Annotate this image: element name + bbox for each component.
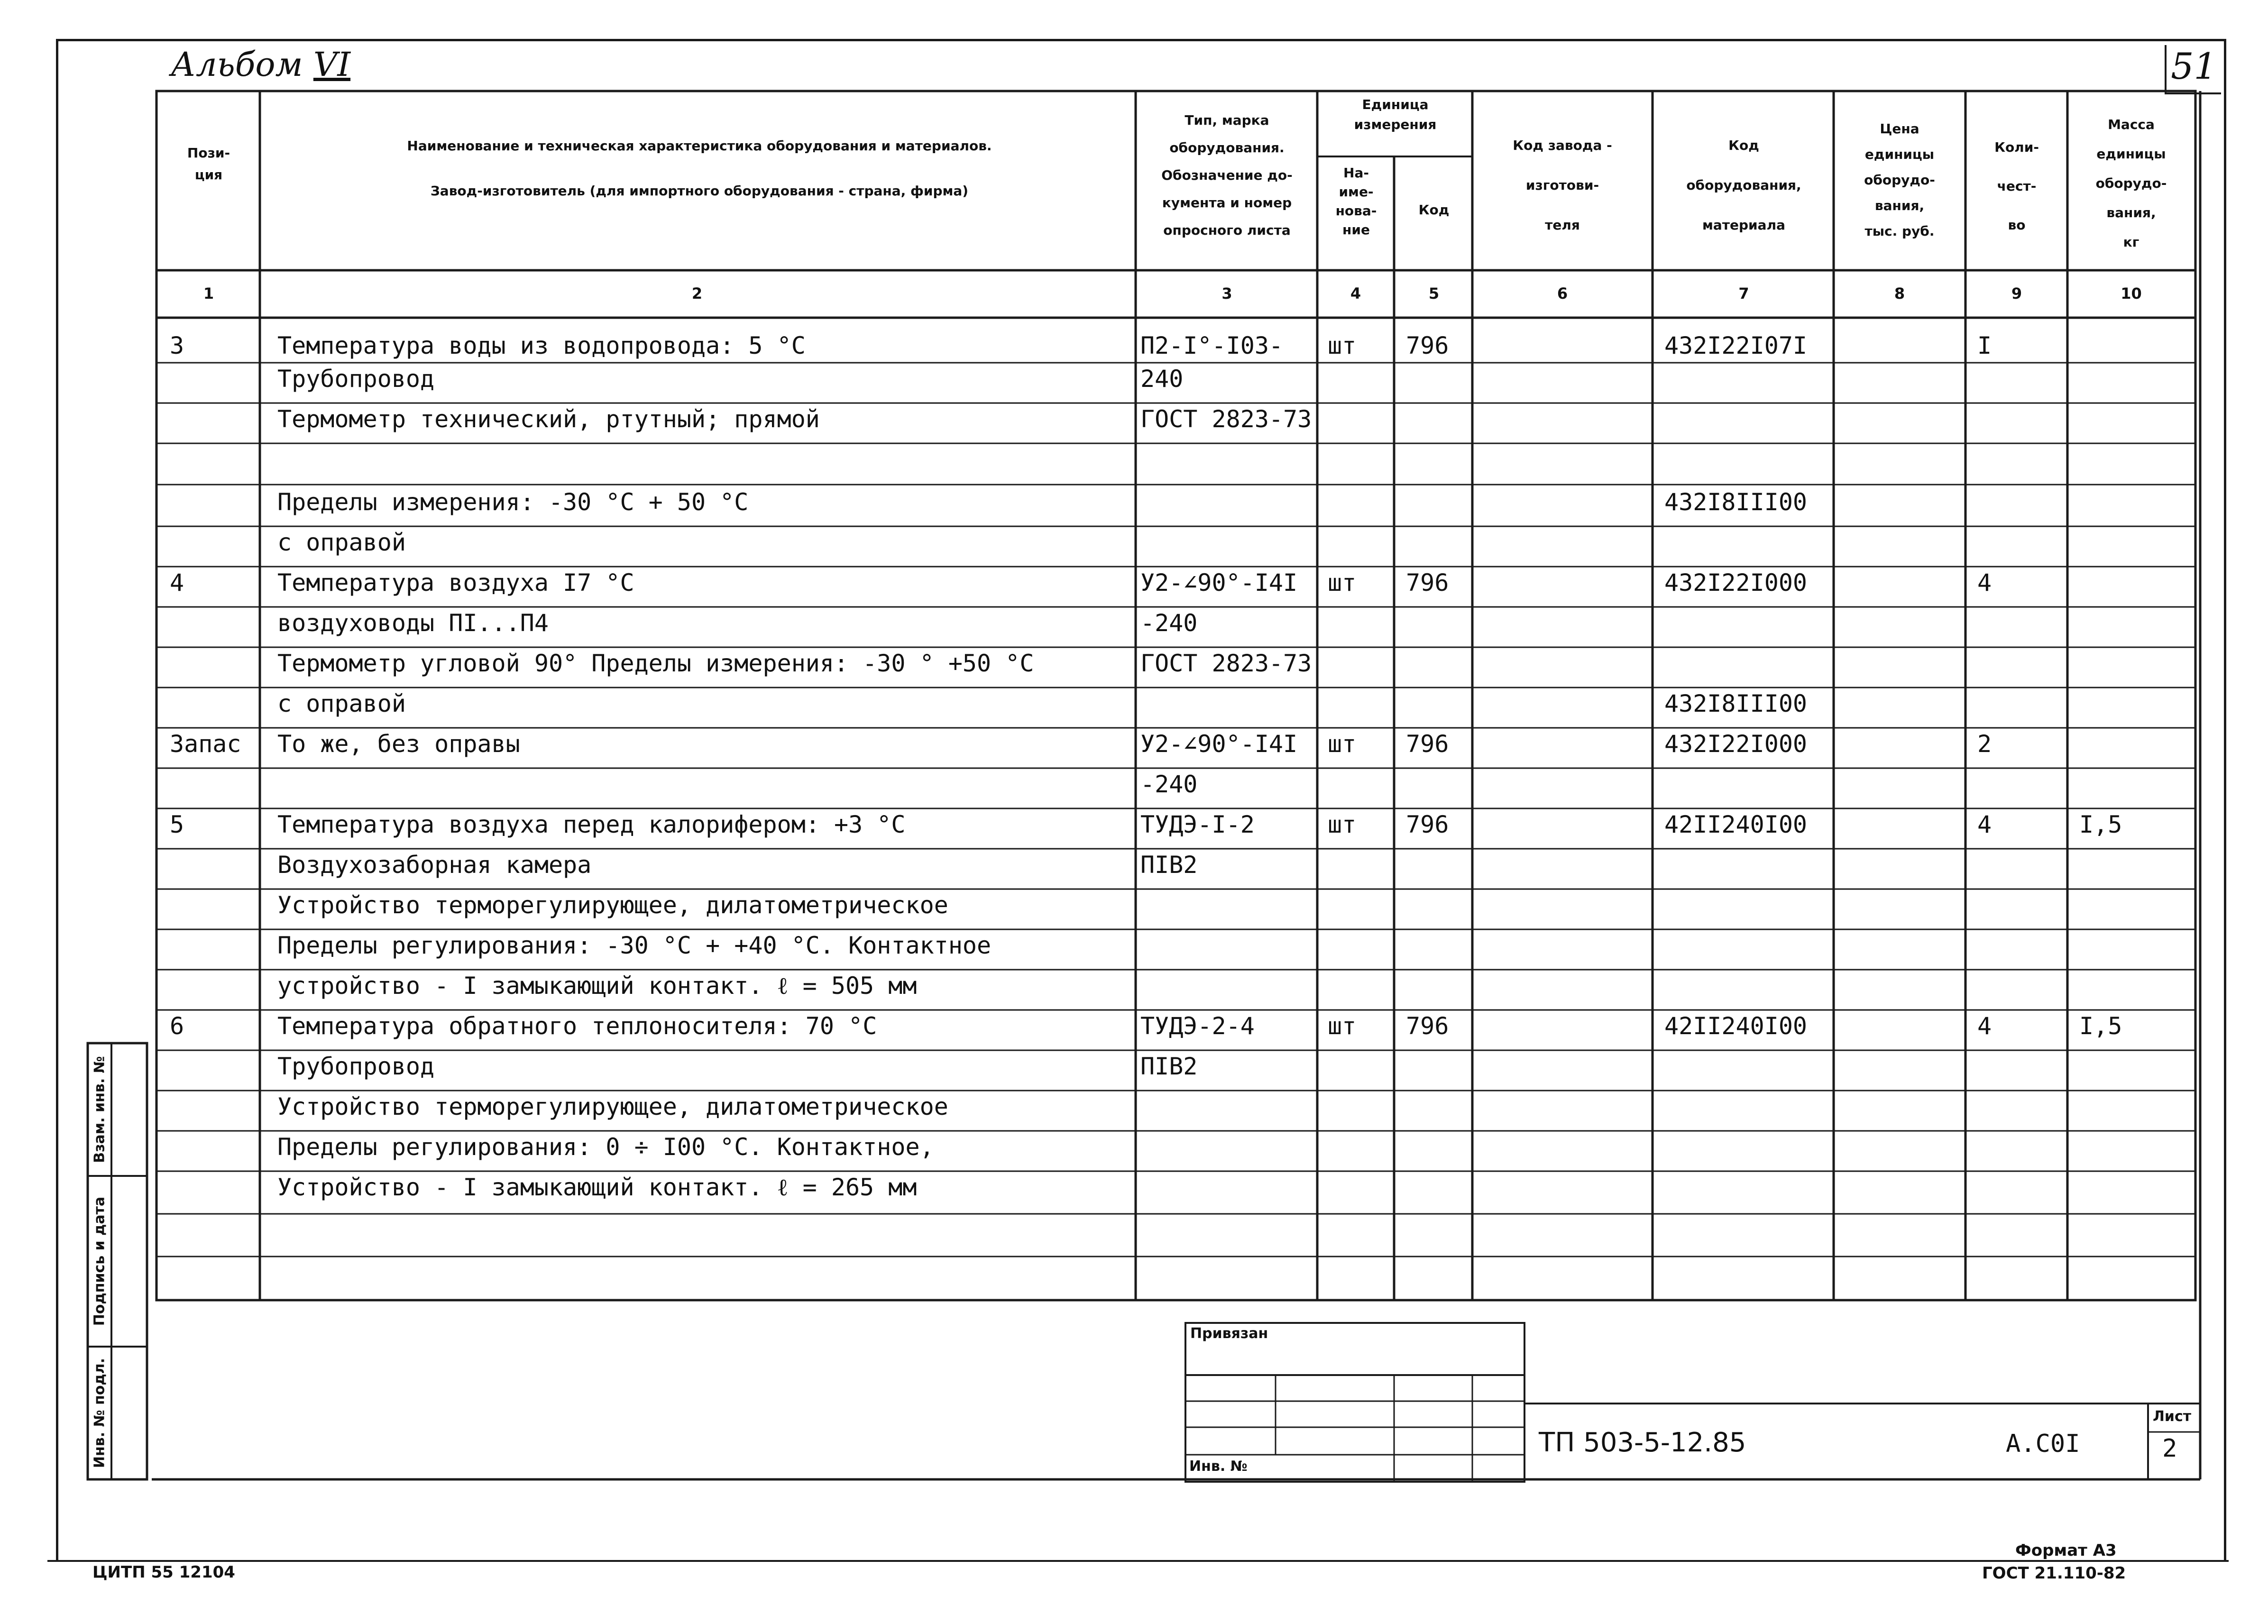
stamp-sheet-label: Лист xyxy=(2153,1408,2192,1425)
cell-pos: 3 xyxy=(170,332,184,359)
cell-name: Температура воздуха I7 °С xyxy=(277,569,634,596)
cell-code: 796 xyxy=(1406,730,1449,758)
cell-mass: I,5 xyxy=(2079,1012,2122,1040)
cell-equip-code: 432I22I000 xyxy=(1664,730,1808,758)
cell-name: Устройство терморегулирующее, дилатометрическое xyxy=(277,891,948,919)
cell-type: ТУДЭ-2-4 xyxy=(1140,1012,1255,1040)
header-price: Цена единицы оборудо- вания, тыс. руб. xyxy=(1864,121,1935,239)
cell-equip-code: 432I8III00 xyxy=(1664,690,1808,717)
cell-type: У2-∠90°-I4I xyxy=(1140,569,1298,596)
cell-name: Устройство - I замыкающий контакт. ℓ = 265 мм xyxy=(277,1174,917,1201)
col-num-5: 5 xyxy=(1428,284,1440,303)
cell-name: Пределы измерения: -30 °С + 50 °С xyxy=(277,488,749,516)
header-unit-code: Код xyxy=(1418,202,1450,218)
cell-pos: Запас xyxy=(170,730,241,758)
cell-name: устройство - I замыкающий контакт. ℓ = 505 мм xyxy=(277,972,917,1000)
cell-name: Воздухозаборная камера xyxy=(277,851,592,879)
cell-unit: шт xyxy=(1328,811,1357,838)
col-num-3: 3 xyxy=(1221,284,1232,303)
cell-name: Термометр угловой 90° Пределы измерения: -30 ° +50 °С xyxy=(277,650,1034,677)
cell-mass: I,5 xyxy=(2079,811,2122,838)
cell-name: Пределы регулирования: -30 °С + +40 °С. Контактное xyxy=(277,932,992,959)
cell-name: с оправой xyxy=(277,690,406,717)
stamp-inv-no: Инв. № xyxy=(1189,1458,1248,1475)
header-type: Тип, марка оборудования. Обозначение до- кумента и номер опросного листа xyxy=(1161,112,1293,238)
cell-qty: 2 xyxy=(1977,730,1992,758)
header-pos: Пози- ция xyxy=(187,145,230,183)
cell-type: ПIВ2 xyxy=(1140,1053,1198,1080)
col-num-9: 9 xyxy=(2011,284,2022,303)
album-number: VI xyxy=(313,45,351,84)
stamp-sheet-code: А.С0I xyxy=(2006,1430,2080,1458)
stamp-doc-code: ТП 503-5-12.85 xyxy=(1539,1427,1746,1458)
cell-name: Пределы регулирования: 0 ÷ I00 °С. Контактное, xyxy=(277,1133,934,1161)
header-equip-code: Код оборудования, материала xyxy=(1686,138,1801,233)
cell-type: -240 xyxy=(1140,771,1198,798)
cell-equip-code: 432I22I000 xyxy=(1664,569,1808,596)
cell-name: Трубопровод xyxy=(277,1053,435,1080)
cell-code: 796 xyxy=(1406,1012,1449,1040)
cell-type: -240 xyxy=(1140,609,1198,637)
cell-name: Термометр технический, ртутный; прямой xyxy=(277,405,820,433)
cell-name: Температура воздуха перед калорифером: +3 °С xyxy=(277,811,906,838)
header-qty: Коли- чест- во xyxy=(1994,139,2039,233)
header-plant: Код завода - изготови- теля xyxy=(1513,138,1612,233)
cell-name: воздуховоды ПI...П4 xyxy=(277,609,549,637)
page-number: 51 xyxy=(2171,45,2217,87)
col-num-10: 10 xyxy=(2121,284,2142,303)
cell-name: Температура воды из водопровода: 5 °С xyxy=(277,332,806,359)
cell-type: 240 xyxy=(1140,365,1184,393)
footer-left: ЦИТП 55 12104 xyxy=(92,1563,235,1582)
cell-name: Устройство терморегулирующее, дилатометрическое xyxy=(277,1093,948,1120)
cell-equip-code: 42II240I00 xyxy=(1664,811,1808,838)
footer-format: Формат А3 xyxy=(2015,1541,2117,1560)
cell-qty: 4 xyxy=(1977,569,1992,596)
cell-equip-code: 432I22I07I xyxy=(1664,332,1808,359)
cell-unit: шт xyxy=(1328,332,1357,359)
cell-name: с оправой xyxy=(277,529,406,556)
album-label: Альбом xyxy=(171,45,303,84)
cell-qty: 4 xyxy=(1977,1012,1992,1040)
col-num-1: 1 xyxy=(203,284,214,303)
cell-qty: I xyxy=(1977,332,1992,359)
cell-unit: шт xyxy=(1328,569,1357,596)
cell-name: Температура обратного теплоносителя: 70 °С xyxy=(277,1012,877,1040)
header-name-line2: Завод-изготовитель (для импортного оборудования - страна, фирма) xyxy=(430,183,969,199)
cell-pos: 5 xyxy=(170,811,184,838)
stamp-privyazan: Привязан xyxy=(1190,1325,1268,1342)
side-label-inv: Инв. № подл. xyxy=(91,1358,108,1468)
header-mass: Масса единицы оборудо- вания, кг xyxy=(2095,117,2167,250)
cell-type: ТУДЭ-I-2 xyxy=(1140,811,1255,838)
cell-type: П2-I°-I03- xyxy=(1140,332,1284,359)
cell-qty: 4 xyxy=(1977,811,1992,838)
cell-name: Трубопровод xyxy=(277,365,435,393)
cell-name: То же, без оправы xyxy=(277,730,520,758)
cell-pos: 4 xyxy=(170,569,184,596)
stamp-sheet-no: 2 xyxy=(2162,1434,2177,1463)
side-label-podpis: Подпись и дата xyxy=(91,1196,108,1326)
footer-gost: ГОСТ 21.110-82 xyxy=(1982,1564,2126,1583)
header-unit-name: На- име- нова- ние xyxy=(1335,165,1377,238)
cell-unit: шт xyxy=(1328,1012,1357,1040)
side-label-vzam: Взам. инв. № xyxy=(91,1056,108,1163)
cell-code: 796 xyxy=(1406,332,1449,359)
header-unit: Единица измерения xyxy=(1354,97,1437,132)
cell-type: ГОСТ 2823-73 xyxy=(1140,405,1312,433)
cell-code: 796 xyxy=(1406,569,1449,596)
cell-code: 796 xyxy=(1406,811,1449,838)
header-name-line1: Наименование и техническая характеристика оборудования и материалов. xyxy=(407,138,992,154)
col-num-2: 2 xyxy=(691,284,703,303)
cell-type: У2-∠90°-I4I xyxy=(1140,730,1298,758)
col-num-6: 6 xyxy=(1557,284,1568,303)
cell-equip-code: 432I8III00 xyxy=(1664,488,1808,516)
col-num-4: 4 xyxy=(1350,284,1361,303)
cell-unit: шт xyxy=(1328,730,1357,758)
cell-type: ПIВ2 xyxy=(1140,851,1198,879)
cell-type: ГОСТ 2823-73 xyxy=(1140,650,1312,677)
col-num-8: 8 xyxy=(1894,284,1905,303)
col-num-7: 7 xyxy=(1738,284,1749,303)
cell-pos: 6 xyxy=(170,1012,184,1040)
cell-equip-code: 42II240I00 xyxy=(1664,1012,1808,1040)
